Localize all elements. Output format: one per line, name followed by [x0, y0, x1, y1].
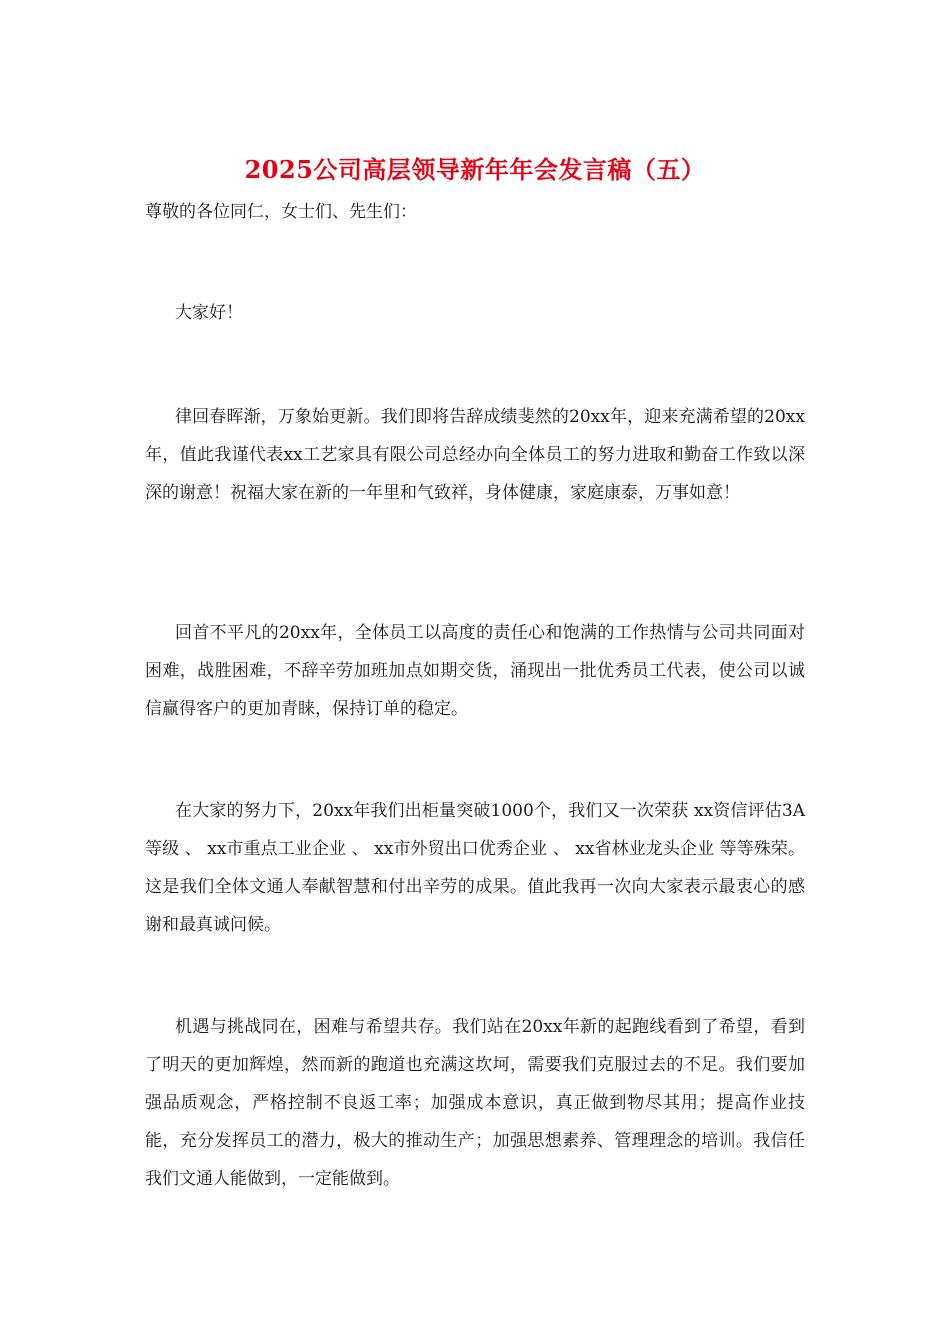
paragraph-outlook: 机遇与挑战同在，困难与希望共存。我们站在20xx年新的起跑线看到了希望，看到了明天的更加辉煌，然而新的跑道也充满这坎坷，需要我们克服过去的不足。我们要加强品质观念，严格控制不良返工率；加强成本意识，真正做到物尽其用；提高作业技能，充分发挥员工的潜力，极大的推动生产；加强思想素养、管理理念的培训。我信任我们文通人能做到，一定能做到。: [145, 1017, 805, 1189]
paragraph-achievements: 在大家的努力下，20xx年我们出柜量突破1000个，我们又一次荣获 xx资信评估3A等级 、 xx市重点工业企业 、 xx市外贸出口优秀企业 、 xx省林业龙头企业 等等殊荣。这是我们全体文通人奉献智慧和付出辛劳的成果。值此我再一次向大家表示最衷心的感谢和最真诚问候。: [145, 801, 805, 935]
document-title: 2025公司高层领导新年年会发言稿（五）: [244, 155, 706, 184]
paragraph-greeting: 大家好！: [175, 303, 243, 323]
salutation: 尊敬的各位同仁，女士们、先生们：: [145, 202, 417, 222]
paragraph-new-year-wishes: 律回春晖渐，万象始更新。我们即将告辞成绩斐然的20xx年，迎来充满希望的20xx年，值此我谨代表xx工艺家具有限公司总经办向全体员工的努力进取和勤奋工作致以深深的谢意！祝福大家在新的一年里和气致祥，身体健康，家庭康泰，万事如意！: [145, 407, 805, 503]
paragraph-review: 回首不平凡的20xx年，全体员工以高度的责任心和饱满的工作热情与公司共同面对困难，战胜困难，不辞辛劳加班加点如期交货，涌现出一批优秀员工代表，使公司以诚信赢得客户的更加青睐，保持订单的稳定。: [145, 623, 805, 719]
